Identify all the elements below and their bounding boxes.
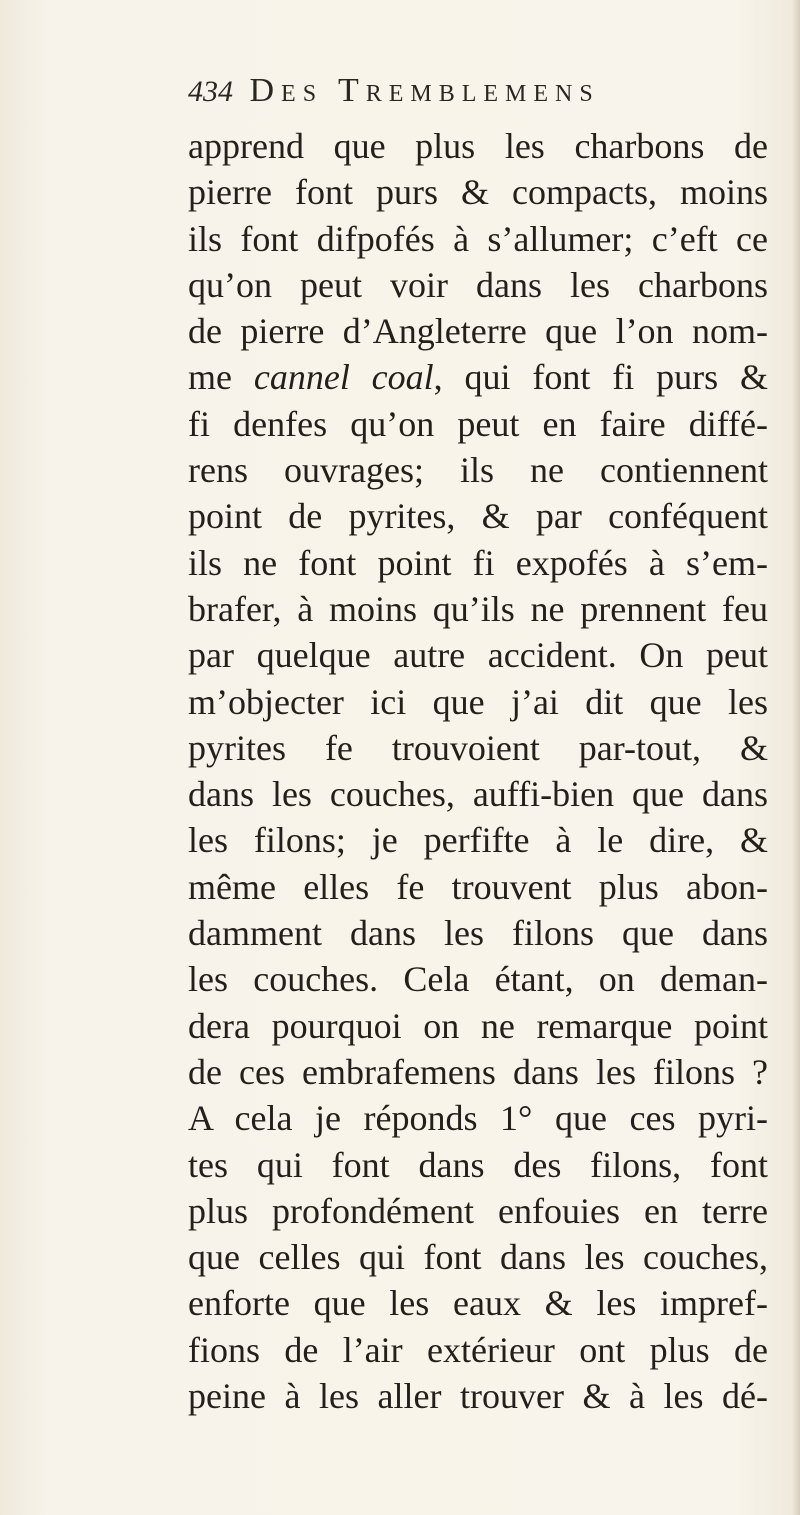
text-line: A cela je réponds 1° que ces pyri- [188,1098,768,1139]
text-line: m’objecter ici que j’ai dit que les [188,681,768,722]
body-text [188,123,768,1419]
text-line: de ces embrafemens dans les filons ? [188,1051,768,1092]
text-line: tes qui font dans des filons, font [188,1144,768,1185]
text-line: apprend que plus les charbons de [188,126,768,166]
page-edge-shadow [792,0,800,1515]
text-line: ils ne font point fi expofés à s’em- [188,542,768,583]
text-line: damment dans les filons que dans [188,913,768,954]
text-line: qu’on peut voir dans les charbons [188,264,768,305]
text-line: peine à les aller trouver & à les dé- [188,1376,768,1417]
page-number: 434 [188,75,233,108]
text-line: rens ouvrages; ils ne contiennent [188,450,768,491]
text-line: fions de l’air extérieur ont plus de [188,1329,768,1370]
italic-term: cannel coal [253,357,434,398]
text-line: même elles fe trouvent plus abon- [188,866,768,907]
text-line: dera pourquoi on ne remarque point [188,1005,768,1046]
text-line: de pierre d’Angleterre que l’on nom- [188,311,768,352]
text-line: fi denfes qu’on peut en faire diffé- [188,403,768,444]
text-line: point de pyrites, & par conféquent [188,496,768,537]
text-line: plus profondément enfouies en terre [188,1190,768,1231]
page-header [188,72,600,110]
text-line: brafer, à moins qu’ils ne prennent feu [188,588,768,629]
text-line: les filons; je perfifte à le dire, & [188,820,768,861]
text-line: enforte que les eaux & les impref- [188,1283,768,1324]
running-title: Des Tremblemens [249,72,600,109]
text-line: que celles qui font dans les couches, [188,1237,768,1278]
text-line: pierre font purs & compacts, moins [188,172,768,213]
text-line: dans les couches, auffi-bien que dans [188,774,768,815]
text-line: pyrites fe trouvoient par-tout, & [188,727,768,768]
text-line: ils font difpofés à s’allumer; c’eft ce [188,218,768,259]
text-line: les couches. Cela étant, on deman- [188,959,768,1000]
text-line: par quelque autre accident. On peut [188,635,768,676]
text-line: me cannel coal, qui font fi purs & [188,357,768,398]
